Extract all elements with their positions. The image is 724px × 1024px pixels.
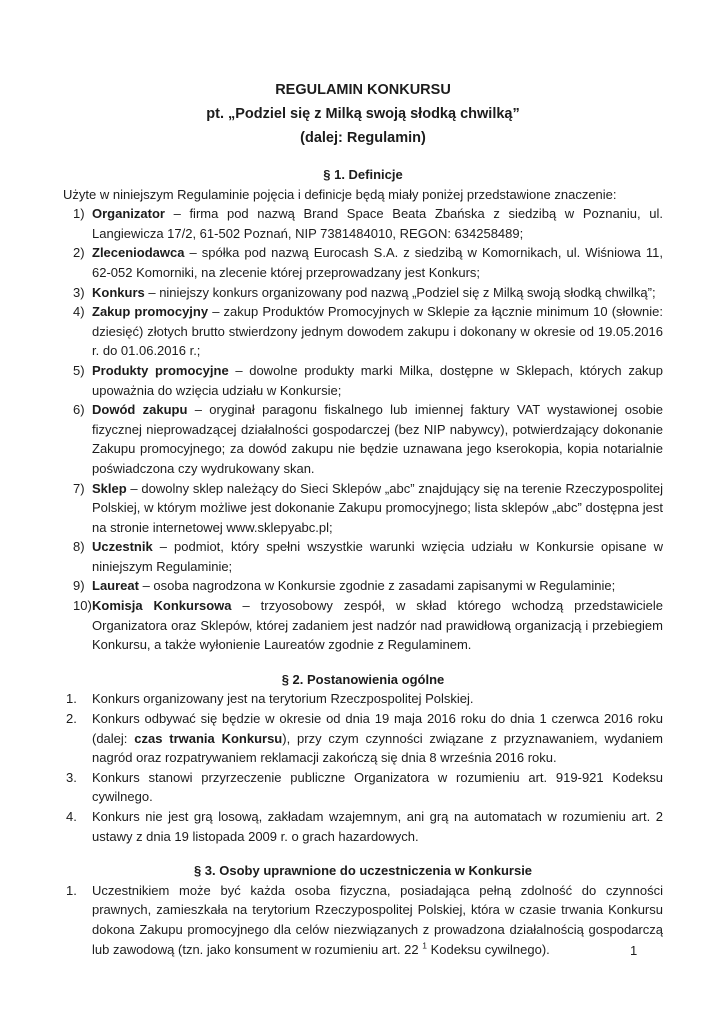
definition-text: – dowolny sklep należący do Sieci Sklepów „abc” znajdujący się na terenie Rzeczypospolitej Polskiej, w którym możliwe jest dokonanie Zakupu promocyjnego; lista sklepów „abc” dostępna jest na stronie internetowej www.sklepyabc.pl; <box>92 480 663 535</box>
item-number: 10) <box>73 598 92 614</box>
item-text-pre: Konkurs odbywać się będzie w okresie od dnia 19 maja 2016 roku do dnia 1 czerwca 2016 roku (dalej: <box>92 711 663 746</box>
section3-heading: § 3. Osoby uprawnione do uczestniczenia w Konkursie <box>193 863 533 879</box>
definition-term: Zakup promocyjny <box>92 304 209 320</box>
item-text-post: ), przy czym czynności związane z przyznawaniem, wydaniem nagród oraz rozpatrywaniem reklamacji zakończą się dnia 8 września 2016 roku. <box>92 730 663 766</box>
definition-term: Komisja Konkursowa <box>92 598 232 614</box>
definition-text: – zakup Produktów Promocyjnych w Sklepie za łącznie minimum 10 (słownie: dziesięć) złotych brutto stwierdzony jednym dowodem zakupu i dokonany w okresie od 19.05.2016 r. do 01.06.2016 r.; <box>92 304 663 359</box>
item-number: 1) <box>73 206 85 222</box>
page-number: 1 <box>630 943 638 958</box>
item-number: 2. <box>66 711 77 727</box>
item-text-pre: Uczestnikiem może być każda osoba fizyczna, posiadająca pełną zdolność do czynności prawnych, zamieszkała na terytorium Rzeczypospolitej Polskiej, która w czasie trwania Konkursu dokona Zakupu promocyjnego dla celów niezwiązanych z prowadzona działalnością gospodarczą lub zawodową (tzn. jako konsument w rozumieniu art. 22 <box>92 882 663 957</box>
item-number: 4) <box>73 304 85 320</box>
definition-item-1 <box>63 204 663 243</box>
eligibility-item-1 <box>63 881 663 959</box>
footnote-reference: 1 <box>422 940 427 951</box>
item-number: 8) <box>73 539 85 555</box>
document-title: REGULAMIN KONKURSU <box>275 82 451 98</box>
definition-term: Uczestnik <box>92 539 153 555</box>
definition-text: – niniejszy konkurs organizowany pod nazwą „Podziel się z Milką swoją słodką chwilką”; <box>144 284 656 300</box>
document-subtitle: pt. „Podziel się z Milką swoją słodką chwilką” <box>206 106 520 122</box>
item-number: 3) <box>73 284 85 300</box>
section2-heading: § 2. Postanowienia ogólne <box>281 671 445 687</box>
document-title-block <box>63 78 663 150</box>
definition-term: Zleceniodawca <box>92 245 185 261</box>
item-text-bold: czas trwania Konkursu <box>134 730 283 746</box>
definition-term: Konkurs <box>92 284 145 300</box>
item-number: 6) <box>73 402 85 418</box>
definition-text: – podmiot, który spełni wszystkie warunki wzięcia udziału w Konkursie opisane w niniejszym Regulaminie; <box>92 539 663 574</box>
item-text-post: Kodeksu cywilnego). <box>426 941 550 957</box>
item-number: 7) <box>73 480 85 496</box>
item-text: Konkurs nie jest grą losową, zakładam wzajemnym, ani grą na automatach w rozumieniu art. 2 ustawy z dnia 19 listopada 2009 r. o grach hazardowych. <box>92 809 663 844</box>
general-item-3 <box>63 768 663 807</box>
definition-item-8 <box>63 537 663 576</box>
definition-item-6 <box>63 400 663 478</box>
item-number: 9) <box>73 578 85 594</box>
definition-item-9 <box>63 576 663 596</box>
general-item-1 <box>63 689 663 709</box>
general-item-4 <box>63 807 663 846</box>
item-text: Konkurs stanowi przyrzeczenie publiczne Organizatora w rozumieniu art. 919-921 Kodeksu cywilnego. <box>92 769 663 805</box>
definition-text: – osoba nagrodzona w Konkursie zgodnie z zasadami zapisanymi w Regulaminie; <box>138 578 616 594</box>
definition-term: Produkty promocyjne <box>92 362 229 378</box>
definition-item-7 <box>63 479 663 538</box>
item-number: 5) <box>73 362 85 378</box>
document-title-alias: (dalej: Regulamin) <box>300 130 426 146</box>
section1-intro: Użyte w niniejszym Regulaminie pojęcia i definicje będą miały poniżej przedstawione znaczenie: <box>63 186 617 202</box>
definition-text: – oryginał paragonu fiskalnego lub imiennej faktury VAT wystawionej osobie fizycznej nieprowadzącej działalności gospodarczej (bez NIP nabywcy), potwierdzający dokonanie Zakupu promocyjnego; za dowód zakupu nie będzie uznawana jego kserokopia, kopia notarialnie poświadczona czy wydrukowany skan. <box>92 402 664 476</box>
definition-term: Dowód zakupu <box>92 402 188 418</box>
item-number: 4. <box>66 809 77 824</box>
definition-term: Sklep <box>92 480 127 496</box>
definition-text: – dowolne produkty marki Milka, dostępne w Sklepach, których zakup upoważnia do wzięcia udziału w Konkursie; <box>92 362 664 398</box>
item-number: 3. <box>66 769 77 785</box>
section1-heading: § 1. Definicje <box>323 167 403 182</box>
definition-item-10 <box>63 596 663 655</box>
definition-term: Laureat <box>92 578 139 594</box>
definition-item-3 <box>63 283 663 303</box>
item-number: 1. <box>66 691 77 707</box>
definition-text: – trzyosobowy zespół, w skład którego wchodzą przedstawiciele Organizatora oraz Sklepów, której zadaniem jest nadzór nad prawidłową organizacją i przebiegiem Konkursu, a także wyłonienie Laureatów zgodnie z Regulaminem. <box>92 598 663 653</box>
definition-item-5 <box>63 361 663 400</box>
item-text: Konkurs organizowany jest na terytorium Rzeczpospolitej Polskiej. <box>92 691 474 707</box>
item-number: 2) <box>73 245 85 261</box>
item-number: 1. <box>66 882 77 898</box>
definition-text: – spółka pod nazwą Eurocash S.A. z siedzibą w Komornikach, ul. Wiśniowa 11, 62-052 Komorniki, na zlecenie której przeprowadzany jest Konkurs; <box>92 245 663 280</box>
general-item-2 <box>63 709 663 768</box>
definition-term: Organizator <box>92 206 165 222</box>
definition-item-4 <box>63 302 663 361</box>
definition-text: – firma pod nazwą Brand Space Beata Zbańska z siedzibą w Poznaniu, ul. Langiewicza 17/2, 61-502 Poznań, NIP 7381484010, REGON: 634258489; <box>92 206 663 241</box>
definition-item-2 <box>63 243 663 282</box>
